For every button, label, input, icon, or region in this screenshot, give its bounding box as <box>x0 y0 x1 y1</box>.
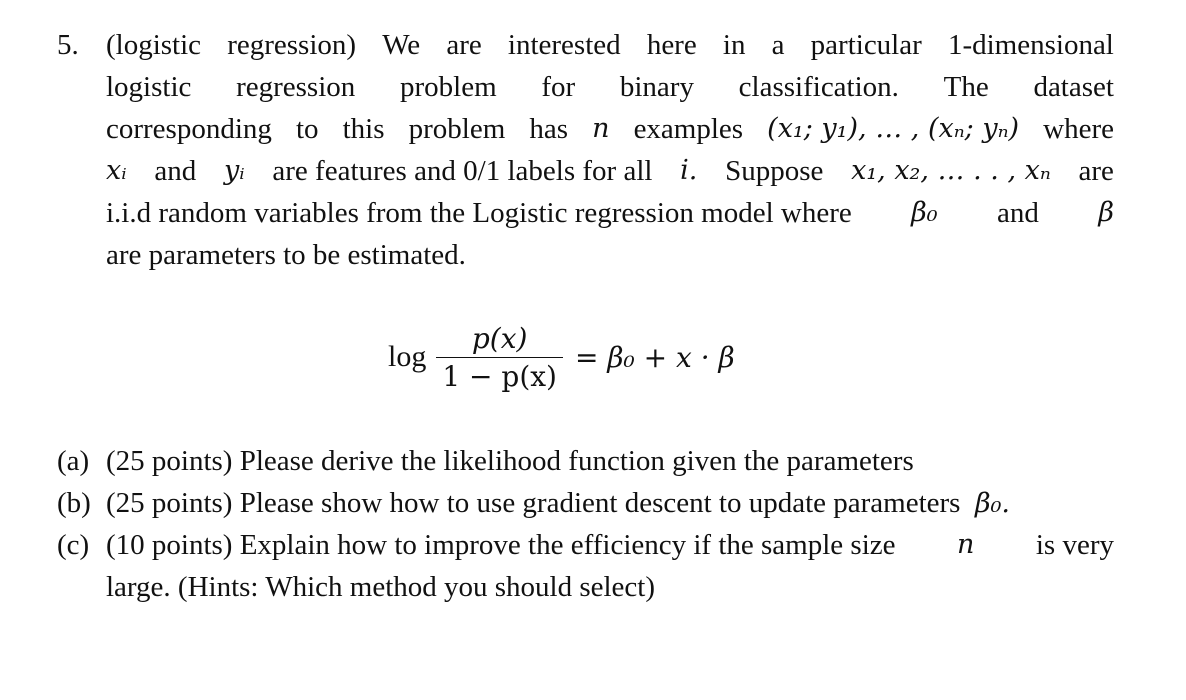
math-xi: xᵢ <box>106 155 127 186</box>
word: Suppose <box>725 155 824 187</box>
logistic-equation <box>388 312 735 402</box>
word: corresponding <box>106 113 272 145</box>
part-a-text: (25 points) Please derive the likelihood function given the parameters <box>106 445 914 477</box>
text-span: i.i.d random variables from the Logistic regression model where <box>106 197 852 229</box>
word: and <box>154 155 197 187</box>
word: are <box>446 29 482 61</box>
question-line-5 <box>106 192 1114 234</box>
part-c-continuation: large. (Hints: Which method you should select) <box>106 571 656 603</box>
math-yi: yᵢ <box>223 155 245 186</box>
word: interested <box>507 29 621 61</box>
word: this <box>342 113 385 145</box>
math-examples-list: (x₁; y₁), … , (xₙ; yₙ) <box>767 113 1020 144</box>
equation-fraction <box>436 322 563 393</box>
equation-numerator: p(x) <box>471 321 528 355</box>
math-n: n <box>956 529 975 560</box>
word: a <box>771 29 785 61</box>
question-number: 5. <box>57 29 79 61</box>
part-b-label: (b) <box>57 487 91 519</box>
word: here <box>646 29 697 61</box>
part-a-label: (a) <box>57 445 90 477</box>
question-line-6: are parameters to be estimated. <box>106 239 466 271</box>
word: regression <box>236 71 356 103</box>
word: binary <box>619 71 694 103</box>
question-line-1 <box>106 24 1114 66</box>
question-line-4 <box>106 150 1114 192</box>
text-span: are features and 0/1 labels for all <box>272 155 653 187</box>
word: where <box>1043 113 1114 145</box>
math-beta: β <box>1098 197 1114 228</box>
word: are <box>1078 155 1114 187</box>
word: problem <box>408 113 506 145</box>
word: logistic <box>106 71 192 103</box>
equation-log: log <box>388 340 427 373</box>
question-line-3 <box>106 108 1114 150</box>
part-a <box>57 440 914 482</box>
word: and <box>997 197 1039 229</box>
question-line-2 <box>106 66 1114 108</box>
word: examples <box>633 113 744 145</box>
equation-rhs: = β₀ + x · β <box>574 340 735 374</box>
word: problem <box>399 71 497 103</box>
word: classification. <box>738 71 899 103</box>
word: We <box>382 29 421 61</box>
part-b <box>57 482 1010 525</box>
part-c-label: (c) <box>57 529 90 561</box>
math-beta0: β₀ <box>911 197 938 228</box>
part-c-text-end: is very <box>1035 529 1114 561</box>
word: (logistic <box>106 29 202 61</box>
math-n: n <box>592 113 610 144</box>
math-i: i. <box>680 155 698 186</box>
word: to <box>295 113 319 145</box>
math-x-list: x₁, x₂, … . . , xₙ <box>851 155 1051 186</box>
part-c-text: (10 points) Explain how to improve the efficiency if the sample size <box>106 529 896 561</box>
equation-denominator: 1 − p(x) <box>442 359 557 393</box>
word: for <box>541 71 576 103</box>
word: regression) <box>227 29 357 61</box>
part-c <box>57 524 1114 566</box>
word: in <box>722 29 746 61</box>
part-b-text: (25 points) Please show how to use gradient descent to update parameters <box>106 487 961 519</box>
word: has <box>529 113 569 145</box>
word: The <box>943 71 989 103</box>
word: dataset <box>1033 71 1114 103</box>
math-beta0: β₀. <box>974 488 1010 519</box>
word: particular <box>810 29 922 61</box>
word: 1-dimensional <box>947 29 1114 61</box>
